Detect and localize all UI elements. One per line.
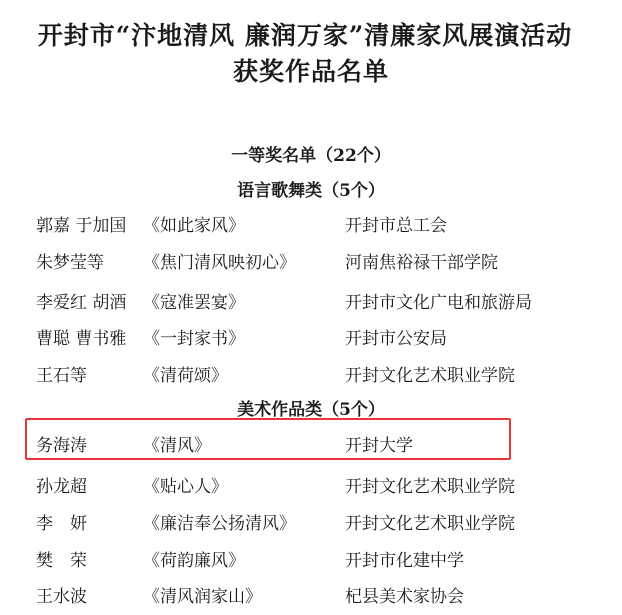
entry-work: 《如此家风》 [143,216,245,236]
table-row [0,466,622,500]
table-row [0,205,622,239]
table-row [0,540,622,574]
table-row [0,282,622,316]
entry-work: 《焦门清风映初心》 [143,253,296,273]
entry-work: 《清风润家山》 [143,587,262,607]
category-heading-fine-arts: 美术作品类（5个） [237,400,385,420]
entry-org: 开封市总工会 [345,216,447,236]
entry-org: 开封大学 [345,436,413,456]
document-title-line2: 获奖作品名单 [232,57,389,86]
table-row [0,576,622,610]
table-row [0,242,622,276]
entry-work: 《清荷颂》 [143,366,228,386]
table-row [0,503,622,537]
entry-org: 开封市化建中学 [345,551,464,571]
category-heading-language-song-dance: 语言歌舞类（5个） [237,181,385,201]
entry-name: 王水波 [36,587,87,607]
entry-org: 开封文化艺术职业学院 [345,366,515,386]
entry-org: 开封文化艺术职业学院 [345,514,515,534]
entry-name: 樊 荣 [36,551,87,571]
table-row [0,318,622,352]
entry-org: 杞县美术家协会 [345,587,464,607]
entry-org: 河南焦裕禄干部学院 [345,253,498,273]
entry-name: 孙龙超 [36,477,87,497]
table-row-highlighted [0,425,622,459]
entry-work: 《清风》 [143,436,211,456]
first-prize-heading: 一等奖名单（22个） [231,146,391,166]
entry-name: 朱梦莹等 [36,253,104,273]
entry-work: 《一封家书》 [143,329,245,349]
entry-name: 务海涛 [36,436,87,456]
entry-work: 《廉洁奉公扬清风》 [143,514,296,534]
entry-org: 开封文化艺术职业学院 [345,477,515,497]
entry-name: 李 妍 [36,514,87,534]
entry-name: 曹聪 曹书雅 [36,329,127,349]
entry-work: 《荷韵廉风》 [143,551,245,571]
document-title-line1: 开封市“汴地清风 廉润万家”清廉家风展演活动 [37,21,573,50]
entry-name: 王石等 [36,366,87,386]
table-row [0,355,622,389]
entry-org: 开封市公安局 [345,329,447,349]
entry-work: 《寇准罢宴》 [143,293,245,313]
entry-work: 《贴心人》 [143,477,228,497]
entry-name: 李爱红 胡酒 [36,293,127,313]
entry-org: 开封市文化广电和旅游局 [345,293,532,313]
entry-name: 郭嘉 于加国 [36,216,127,236]
